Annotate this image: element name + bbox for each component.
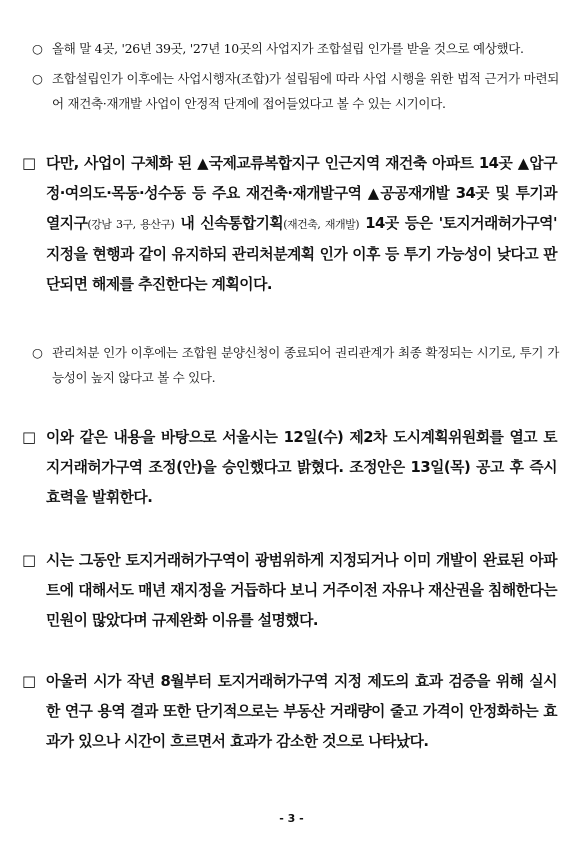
square-bullet-icon: □ bbox=[22, 155, 36, 172]
sub-bullet-3 bbox=[32, 340, 559, 390]
paragraph-4 bbox=[22, 667, 557, 757]
sub-bullet-2 bbox=[32, 66, 559, 116]
page-number: - 3 - bbox=[279, 812, 304, 825]
paragraph-text-part: 14곳 등은 '토지거래허가구역' 지정을 현행과 같이 유지하되 관리처분계획 인가 이후 등 투기 가능성이 낮다고 판단되면 해제를 추진한다는 계획이다. bbox=[46, 215, 557, 293]
sub-bullet-1 bbox=[32, 36, 559, 61]
paragraph-text: 시는 그동안 토지거래허가구역이 광범위하게 지정되거나 이미 개발이 완료된 아파트에 대해서도 매년 재지정을 거듭하다 보니 거주이전 자유나 재산권을 침해한다는 민원이 많았다며 규제완화 이유를 설명했다. bbox=[46, 552, 557, 629]
circle-bullet-icon: ○ bbox=[32, 345, 43, 360]
paragraph-note: (강남 3구, 용산구) bbox=[87, 218, 175, 231]
paragraph-text: 아울러 시가 작년 8월부터 토지거래허가구역 지정 제도의 효과 검증을 위해 실시한 연구 용역 결과 또한 단기적으로는 부동산 거래량이 줄고 가격이 안정화하는 효과가 있으나 시간이 흐르면서 효과가 감소한 것으로 나타났다. bbox=[46, 673, 557, 750]
paragraph-text-part: 내 신속통합기획 bbox=[174, 215, 284, 232]
paragraph-text-part: 다만, 사업이 구체화 된 ▲국제교류복합지구 인근지역 재건축 아파트 14곳 ▲압구정·여의도·목동·성수동 등 주요 재건축·재개발구역 ▲공공재개발 34곳 및 투기과열지구 bbox=[46, 155, 557, 232]
paragraph-3 bbox=[22, 546, 557, 636]
sub-bullet-text: 올해 말 4곳, '26년 39곳, '27년 10곳의 사업지가 조합설립 인가를 받을 것으로 예상했다. bbox=[52, 41, 524, 56]
sub-bullet-text: 조합설립인가 이후에는 사업시행자(조합)가 설립됨에 따라 사업 시행을 위한 법적 근거가 마련되어 재건축·재개발 사업이 안정적 단계에 접어들었다고 볼 수 있는 시기이다. bbox=[52, 71, 559, 111]
paragraph-note: (재건축, 재개발) bbox=[283, 218, 360, 231]
square-bullet-icon: □ bbox=[22, 429, 36, 446]
paragraph-text bbox=[22, 149, 557, 300]
circle-bullet-icon: ○ bbox=[32, 41, 43, 56]
paragraph-1 bbox=[22, 149, 557, 300]
square-bullet-icon: □ bbox=[22, 673, 36, 690]
sub-bullet-text: 관리처분 인가 이후에는 조합원 분양신청이 종료되어 권리관계가 최종 확정되는 시기로, 투기 가능성이 높지 않다고 볼 수 있다. bbox=[52, 345, 559, 385]
square-bullet-icon: □ bbox=[22, 552, 36, 569]
paragraph-2 bbox=[22, 423, 557, 513]
paragraph-text: 이와 같은 내용을 바탕으로 서울시는 12일(수) 제2차 도시계획위원회를 열고 토지거래허가구역 조정(안)을 승인했다고 밝혔다. 조정안은 13일(목) 공고 후 즉시 효력을 발휘한다. bbox=[46, 429, 557, 506]
circle-bullet-icon: ○ bbox=[32, 71, 43, 86]
